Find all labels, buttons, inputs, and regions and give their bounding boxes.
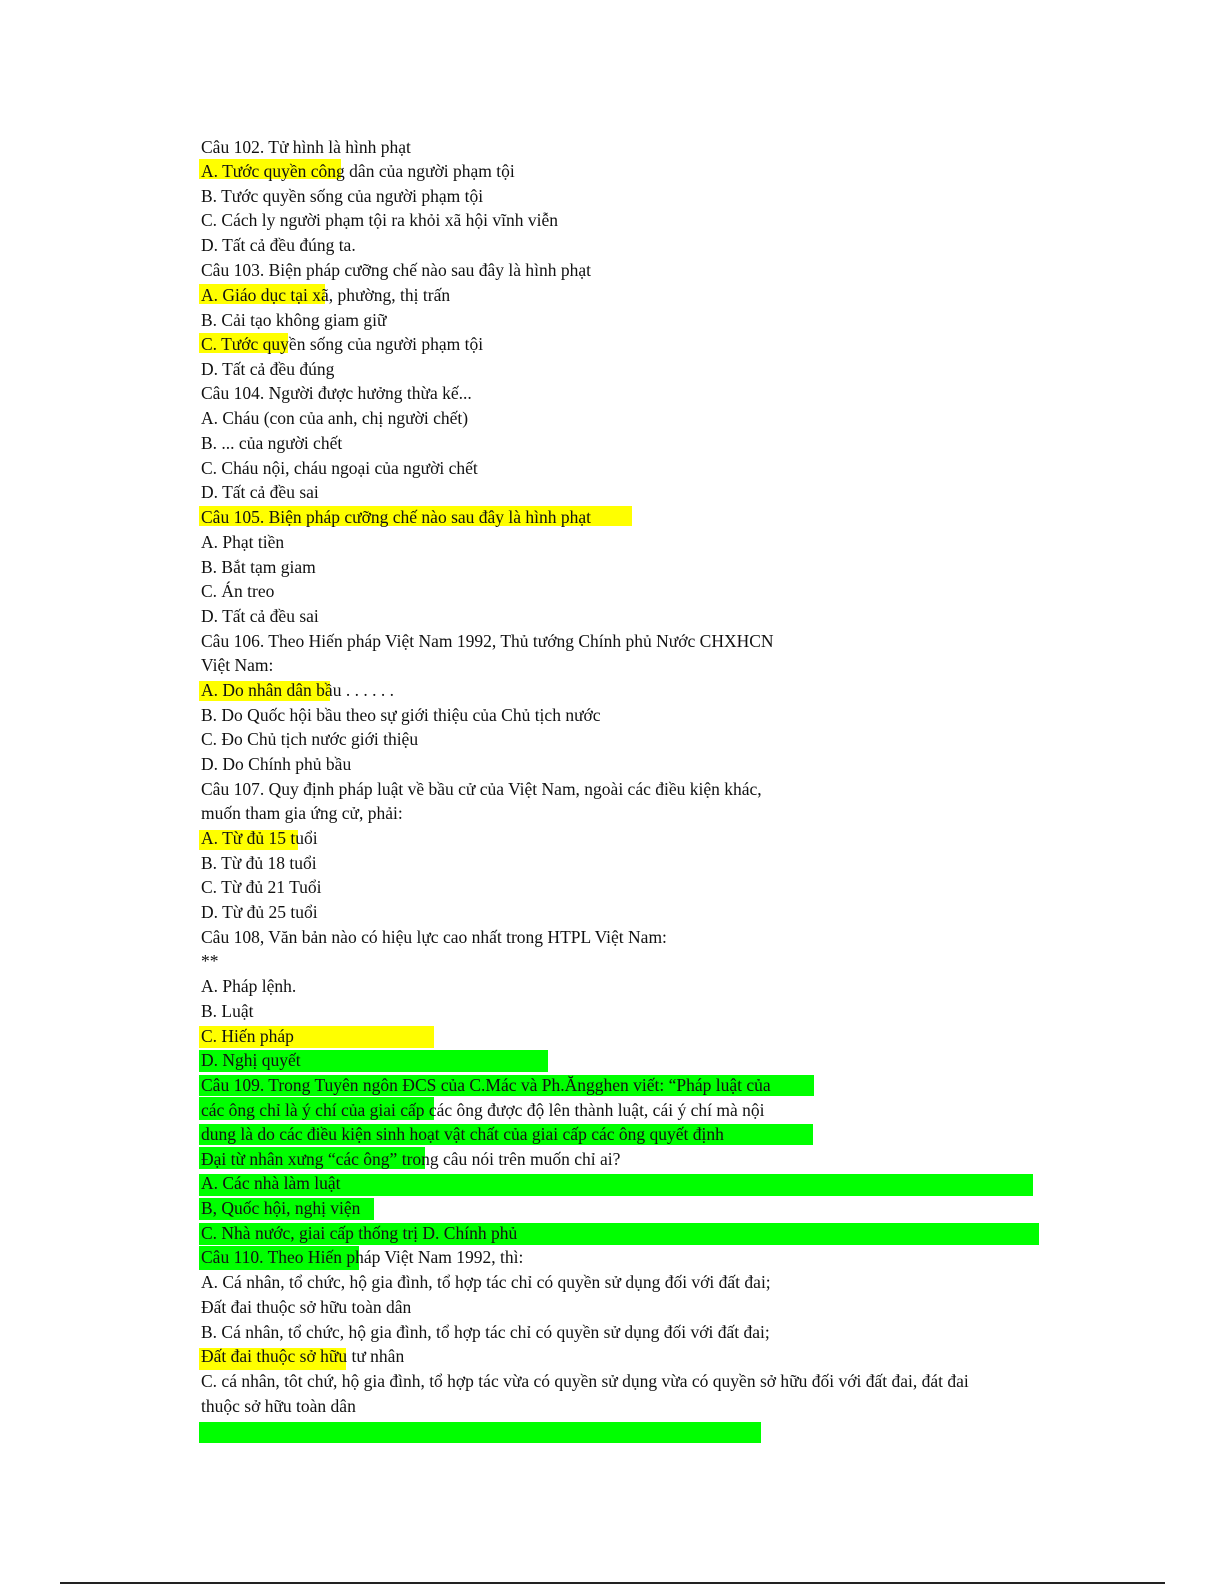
q102-option-d: D. Tất cả đều đúng ta. xyxy=(201,235,356,255)
question-110-title: Câu 110. Theo Hiến pháp Việt Nam 1992, thì: xyxy=(201,1247,524,1267)
q110-option-c: C. cá nhân, tôt chứ, hộ gia đình, tổ hợp tác vừa có quyền sử dụng vừa có quyền sở hữu đối với đất đai, đát đai xyxy=(201,1371,969,1391)
question-109-title: Câu 109. Trong Tuyên ngôn ĐCS của C.Mác và Ph.Ăngghen viết: “Pháp luật của xyxy=(201,1075,771,1095)
q108-option-b: B. Luật xyxy=(201,1001,254,1021)
q109-option-c-d: C. Nhà nước, giai cấp thống trị D. Chính phủ xyxy=(201,1223,518,1243)
q108-option-c: C. Hiến pháp xyxy=(201,1026,294,1046)
question-109-question: Đại từ nhân xưng “các ông” trong câu nói trên muốn chỉ ai? xyxy=(201,1149,621,1169)
question-106-title-cont: Việt Nam: xyxy=(201,655,274,675)
q109-option-a: A. Các nhà làm luật xyxy=(201,1173,341,1193)
page-bottom-border xyxy=(60,1582,1165,1584)
q105-option-b: B. Bắt tạm giam xyxy=(201,557,316,577)
q103-option-c: C. Tước quyền sống của người phạm tội xyxy=(201,334,484,354)
q106-option-c: C. Đo Chủ tịch nước giới thiệu xyxy=(201,729,419,749)
q107-option-b: B. Từ đủ 18 tuổi xyxy=(201,853,317,873)
question-104-title: Câu 104. Người được hưởng thừa kế... xyxy=(201,383,472,403)
question-106-title: Câu 106. Theo Hiến pháp Việt Nam 1992, Thủ tướng Chính phủ Nước CHXHCN xyxy=(201,631,774,651)
q106-option-b: B. Do Quốc hội bầu theo sự giới thiệu của Chủ tịch nước xyxy=(201,705,601,725)
question-108-marker: ** xyxy=(201,951,219,971)
q102-option-c: C. Cách ly người phạm tội ra khỏi xã hội vĩnh viễn xyxy=(201,210,559,230)
q105-option-c: C. Án treo xyxy=(201,581,275,601)
q106-option-d: D. Do Chính phủ bầu xyxy=(201,754,352,774)
question-107-title: Câu 107. Quy định pháp luật về bầu cử của Việt Nam, ngoài các điều kiện khác, xyxy=(201,779,762,799)
q104-option-a: A. Cháu (con của anh, chị người chết) xyxy=(201,408,469,428)
question-108-title: Câu 108, Văn bản nào có hiệu lực cao nhất trong HTPL Việt Nam: xyxy=(201,927,667,947)
q105-option-a: A. Phạt tiền xyxy=(201,532,285,552)
q108-option-d: D. Nghị quyết xyxy=(201,1050,301,1070)
q102-option-a: A. Tước quyền công dân của người phạm tội xyxy=(201,161,515,181)
question-102-title: Câu 102. Tử hình là hình phạt xyxy=(201,137,411,157)
q104-option-c: C. Cháu nội, cháu ngoại của người chết xyxy=(201,458,478,478)
q104-option-d: D. Tất cả đều sai xyxy=(201,482,319,502)
question-109-title-cont-1: các ông chỉ là ý chí của giai cấp các ông được độ lên thành luật, cái ý chí mà nội xyxy=(201,1100,765,1120)
question-103-title: Câu 103. Biện pháp cưỡng chế nào sau đây là hình phạt xyxy=(201,260,592,280)
q108-option-a: A. Pháp lệnh. xyxy=(201,976,297,996)
q109-option-b: B, Quốc hội, nghị viện xyxy=(201,1198,361,1218)
q110-option-b-cont: Đất đai thuộc sở hữu tư nhân xyxy=(201,1346,405,1366)
question-109-title-cont-2: dung là do các điều kiện sinh hoạt vật chất của giai cấp các ông quyết định xyxy=(201,1124,724,1144)
q103-option-d: D. Tất cả đều đúng xyxy=(201,359,335,379)
q104-option-b: B. ... của người chết xyxy=(201,433,343,453)
q105-option-d: D. Tất cả đều sai xyxy=(201,606,319,626)
question-105-title: Câu 105. Biện pháp cưỡng chế nào sau đây là hình phạt xyxy=(201,507,592,527)
question-107-title-cont: muốn tham gia ứng cử, phải: xyxy=(201,803,403,823)
q110-option-c-cont: thuộc sở hữu toàn dân xyxy=(201,1396,356,1416)
highlight-green xyxy=(199,1422,761,1443)
q110-option-a-cont: Đất đai thuộc sở hữu toàn dân xyxy=(201,1297,412,1317)
q107-option-c: C. Từ đủ 21 Tuổi xyxy=(201,877,322,897)
q103-option-a: A. Giáo dục tại xã, phường, thị trấn xyxy=(201,285,451,305)
q106-option-a: A. Do nhân dân bầu . . . . . . xyxy=(201,680,394,700)
q102-option-b: B. Tước quyền sống của người phạm tội xyxy=(201,186,484,206)
q107-option-d: D. Từ đủ 25 tuổi xyxy=(201,902,318,922)
q107-option-a: A. Từ đủ 15 tuổi xyxy=(201,828,318,848)
q110-option-b: B. Cá nhân, tổ chức, hộ gia đình, tổ hợp tác chỉ có quyền sử dụng đối với đất đai; xyxy=(201,1322,770,1342)
q103-option-b: B. Cải tạo không giam giữ xyxy=(201,310,387,330)
q110-option-a: A. Cá nhân, tổ chức, hộ gia đình, tổ hợp tác chỉ có quyền sử dụng đối với đất đai; xyxy=(201,1272,771,1292)
